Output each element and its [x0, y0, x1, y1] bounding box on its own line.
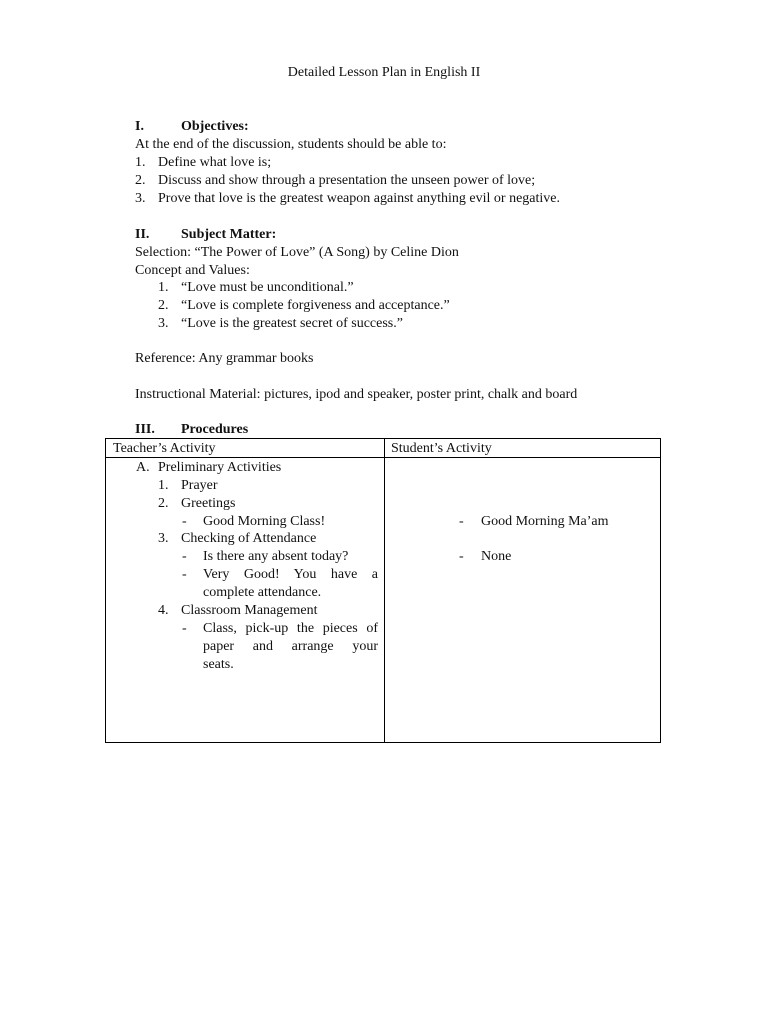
- value-number: 2.: [158, 298, 169, 313]
- reference-line: Reference: Any grammar books: [135, 351, 314, 366]
- objective-item: Discuss and show through a presentation the unseen power of love;: [158, 173, 536, 188]
- teacher-line: Good Morning Class!: [203, 514, 326, 529]
- activity-classroom-management: Classroom Management: [181, 603, 318, 618]
- dash: -: [182, 621, 187, 636]
- procedures-number: III.: [135, 422, 155, 437]
- objectives-number: I.: [135, 119, 144, 134]
- table-column-divider: [384, 439, 385, 742]
- objective-number: 2.: [135, 173, 146, 188]
- student-response: Good Morning Ma’am: [481, 514, 609, 529]
- procedures-heading: Procedures: [181, 422, 249, 437]
- teacher-line: Is there any absent today?: [203, 549, 349, 564]
- activity-prayer: Prayer: [181, 478, 218, 493]
- value-item: “Love is complete forgiveness and acceptance.”: [181, 298, 450, 313]
- value-number: 1.: [158, 280, 169, 295]
- activity-number: 1.: [158, 478, 169, 493]
- teacher-line: Very Good! You have a: [203, 567, 378, 582]
- value-item: “Love is the greatest secret of success.”: [181, 316, 403, 331]
- activity-greetings: Greetings: [181, 496, 236, 511]
- section-letter: A.: [136, 460, 150, 475]
- subject-matter-heading: Subject Matter:: [181, 227, 277, 242]
- concept-values-label: Concept and Values:: [135, 263, 250, 278]
- value-item: “Love must be unconditional.”: [181, 280, 354, 295]
- teacher-line: paper and arrange your: [203, 639, 378, 654]
- selection-line: Selection: “The Power of Love” (A Song) by Celine Dion: [135, 245, 459, 260]
- section-title: Preliminary Activities: [158, 460, 282, 475]
- activity-attendance: Checking of Attendance: [181, 531, 317, 546]
- dash: -: [182, 514, 187, 529]
- objectives-heading: Objectives:: [181, 119, 249, 134]
- teacher-line: complete attendance.: [203, 585, 322, 600]
- student-activity-header: Student’s Activity: [391, 441, 492, 456]
- dash: -: [459, 514, 464, 529]
- dash: -: [459, 549, 464, 564]
- student-response: None: [481, 549, 512, 564]
- objective-number: 1.: [135, 155, 146, 170]
- procedures-table: [105, 438, 661, 743]
- activity-number: 4.: [158, 603, 169, 618]
- teacher-line: seats.: [203, 657, 234, 672]
- instructional-material-line: Instructional Material: pictures, ipod and speaker, poster print, chalk and board: [135, 387, 578, 402]
- objective-number: 3.: [135, 191, 146, 206]
- subject-matter-number: II.: [135, 227, 150, 242]
- objectives-intro: At the end of the discussion, students should be able to:: [135, 137, 447, 152]
- teacher-line: Class, pick-up the pieces of: [203, 621, 378, 636]
- objective-item: Define what love is;: [158, 155, 272, 170]
- document-title: Detailed Lesson Plan in English II: [287, 65, 481, 80]
- activity-number: 3.: [158, 531, 169, 546]
- dash: -: [182, 567, 187, 582]
- teacher-activity-header: Teacher’s Activity: [113, 441, 216, 456]
- dash: -: [182, 549, 187, 564]
- activity-number: 2.: [158, 496, 169, 511]
- value-number: 3.: [158, 316, 169, 331]
- objective-item: Prove that love is the greatest weapon against anything evil or negative.: [158, 191, 560, 206]
